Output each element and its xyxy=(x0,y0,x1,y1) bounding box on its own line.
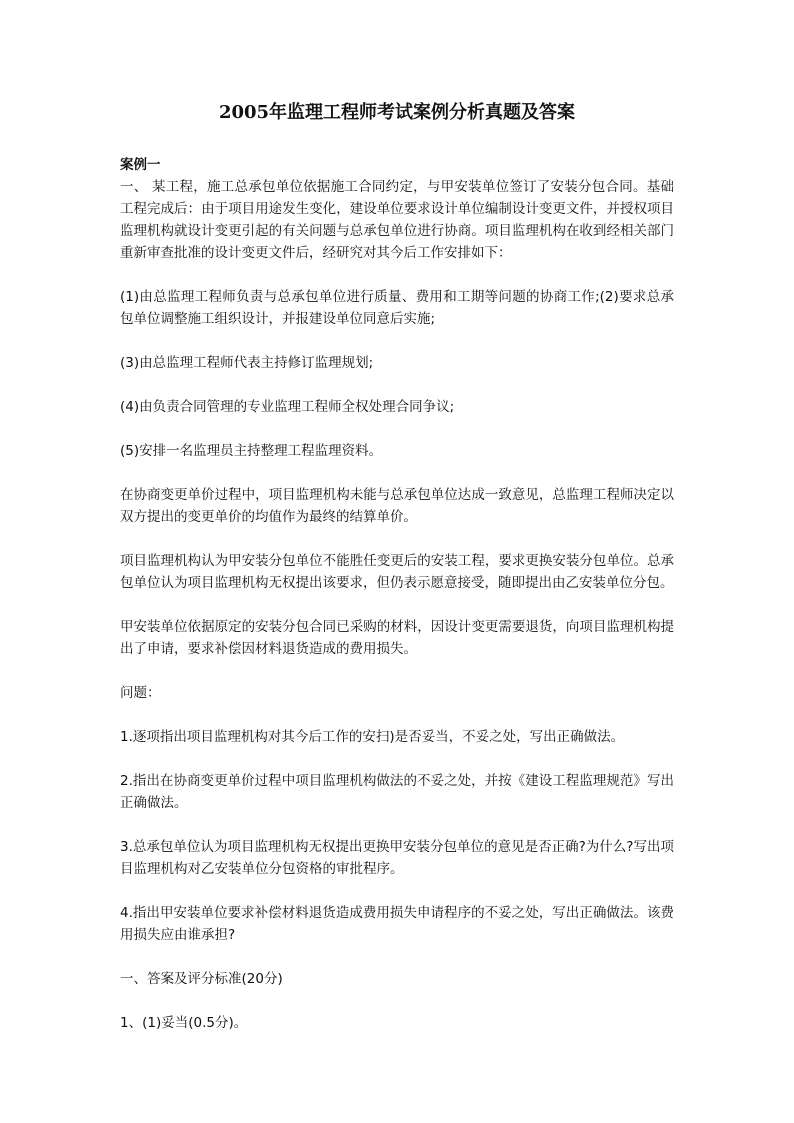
answer-heading: 一、答案及评分标准(20分) xyxy=(120,971,283,987)
paragraph-unit-price: 在协商变更单价过程中，项目监理机构未能与总承包单位达成一致意见，总监理工程师决定以双方提出的变更单价的均值作为最终的结算单价。 xyxy=(120,487,674,525)
question-2: 2.指出在协商变更单价过程中项目监理机构做法的不妥之处，并按《建设工程监理规范》写出正确做法。 xyxy=(120,773,674,811)
answer-1-1: 1、(1)妥当(0.5分)。 xyxy=(120,1015,248,1031)
question-3: 3.总承包单位认为项目监理机构无权提出更换甲安装分包单位的意见是否正确?为什么?写出项目监理机构对乙安装单位分包资格的审批程序。 xyxy=(120,839,674,877)
paragraph-case-intro: 一、 某工程，施工总承包单位依据施工合同约定，与甲安装单位签订了安装分包合同。基础工程完成后：由于项目用途发生变化，建设单位要求设计单位编制设计变更文件，并授权项目监理机构就设计变更引起的有关问题与总承包单位进行协商。项目监理机构在收到经相关部门重新审查批准的设计变更文件后，经研究对其今后工作安排如下： xyxy=(120,179,674,261)
paragraph-arrangement-5: (5)安排一名监理员主持整理工程监理资料。 xyxy=(120,443,383,459)
paragraph-arrangement-1-2: (1)由总监理工程师负责与总承包单位进行质量、费用和工期等问题的协商工作;(2)要求总承包单位调整施工组织设计，并报建设单位同意后实施; xyxy=(120,289,674,327)
paragraph-arrangement-3: (3)由总监理工程师代表主持修订监理规划; xyxy=(120,355,374,371)
paragraph-arrangement-4: (4)由负责合同管理的专业监理工程师全权处理合同争议; xyxy=(120,399,455,415)
question-4: 4.指出甲安装单位要求补偿材料退货造成费用损失申请程序的不妥之处，写出正确做法。该费用损失应由谁承担? xyxy=(120,905,674,943)
question-1: 1.逐项指出项目监理机构对其今后工作的安扫)是否妥当，不妥之处，写出正确做法。 xyxy=(120,729,625,745)
case-heading: 案例一 xyxy=(120,157,161,173)
paragraph-material-return: 甲安装单位依据原定的安装分包合同已采购的材料，因设计变更需要退货，向项目监理机构提出了申请，要求补偿因材料退货造成的费用损失。 xyxy=(120,619,674,657)
paragraph-subcontractor: 项目监理机构认为甲安装分包单位不能胜任变更后的安装工程，要求更换安装分包单位。总承包单位认为项目监理机构无权提出该要求，但仍表示愿意接受，随即提出由乙安装单位分包。 xyxy=(120,553,674,591)
questions-heading: 问题： xyxy=(120,685,161,701)
document-title: 2005年监理工程师考试案例分析真题及答案 xyxy=(218,102,576,123)
